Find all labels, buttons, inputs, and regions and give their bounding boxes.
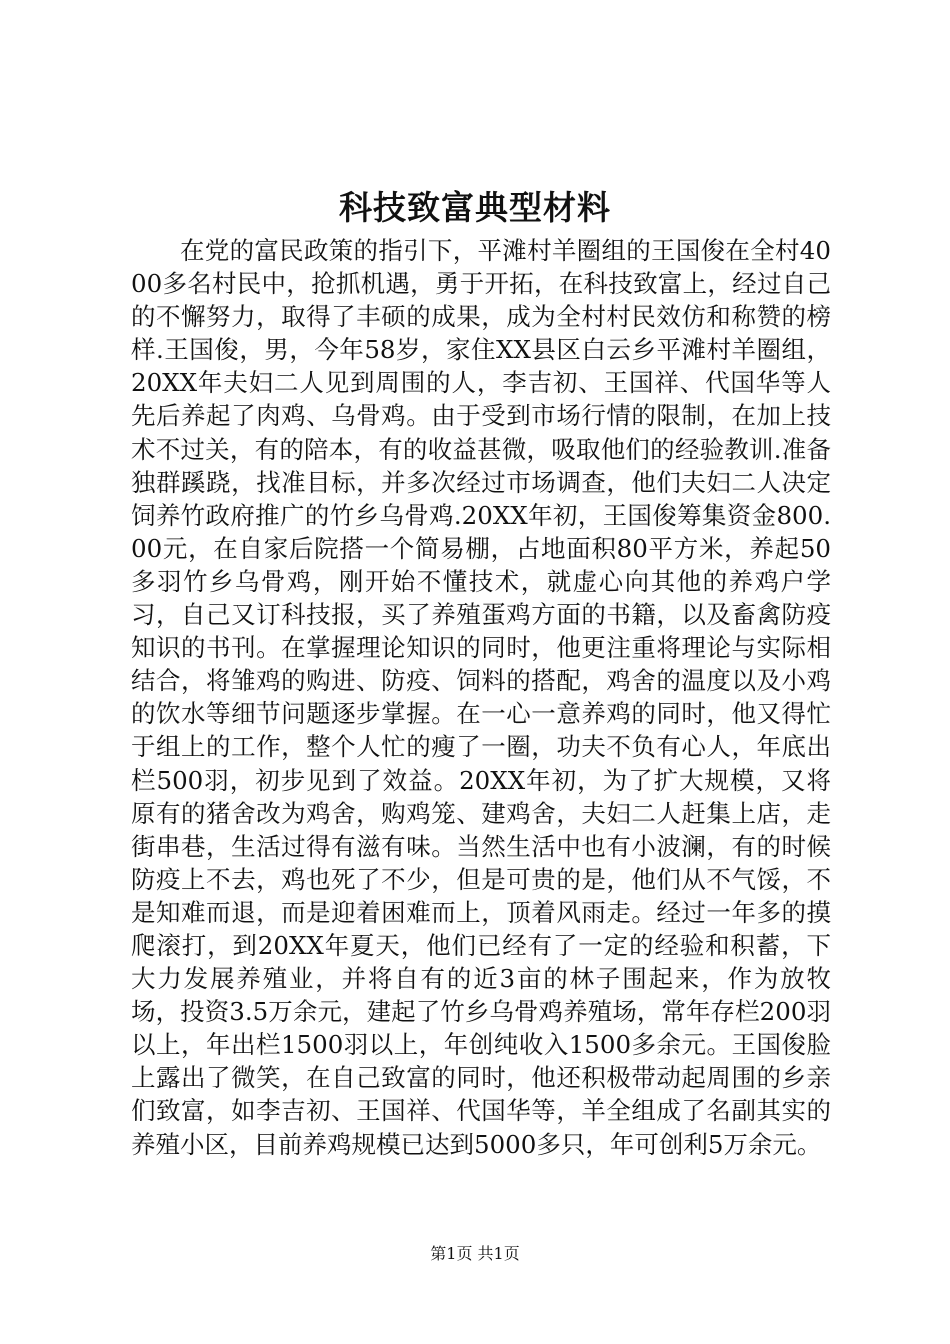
page-title: 科技致富典型材料 [339,188,611,227]
body-paragraph: 在党的富民政策的指引下，平滩村羊圈组的王国俊在全村4000多名村民中，抢抓机遇，勇于开拓，在科技致富上，经过自己的不懈努力，取得了丰硕的成果，成为全村村民效仿和称赞的榜样.王国俊，男，今年58岁，家住XX县区白云乡平滩村羊圈组，20XX年夫妇二人见到周围的人，李吉初、王国祥、代国华等人先后养起了肉鸡、乌骨鸡。由于受到市场行情的限制，在加上技术不过关，有的陪本，有的收益甚微，吸取他们的经验教训.准备独群蹊跷，找准目标，并多次经过市场调查，他们夫妇二人决定饲养竹政府推广的竹乡乌骨鸡.20XX年初，王国俊筹集资金800.00元，在自家后院搭一个简易棚，占地面积80平方米，养起50多羽竹乡乌骨鸡，刚开始不懂技术，就虚心向其他的养鸡户学习，自己又订科技报，买了养殖蛋鸡方面的书籍，以及畜禽防疫知识的书刊。在掌握理论知识的同时，他更注重将理论与实际相结合，将雏鸡的购进、防疫、饲料的搭配，鸡舍的温度以及小鸡的饮水等细节问题逐步掌握。在一心一意养鸡的同时，他又得忙于组上的工作，整个人忙的瘦了一圈，功夫不负有心人，年底出栏500羽，初步见到了效益。20XX年初，为了扩大规模，又将原有的猪舍改为鸡舍，购鸡笼、建鸡舍，夫妇二人赶集上店，走街串巷，生活过得有滋有味。当然生活中也有小波澜，有的时候防疫上不去，鸡也死了不少，但是可贵的是，他们从不气馁，不是知难而退，而是迎着困难而上，顶着风雨走。经过一年多的摸爬滚打，到20XX年夏天，他们已经有了一定的经验和积蓄，下大力发展养殖业，并将自有的近3亩的林子围起来，作为放牧场，投资3.5万余元，建起了竹乡乌骨鸡养殖场，常年存栏200羽以上，年出栏1500羽以上，年创纯收入1500多余元。王国俊脸上露出了微笑，在自己致富的同时，他还积极带动起周围的乡亲们致富，如李吉初、王国祥、代国华等，羊全组成了名副其实的养殖小区，目前养鸡规模已达到5000多只，年可创利5万余元。 [131,236,831,1159]
page-footer: 第1页 共1页 [430,1244,520,1263]
